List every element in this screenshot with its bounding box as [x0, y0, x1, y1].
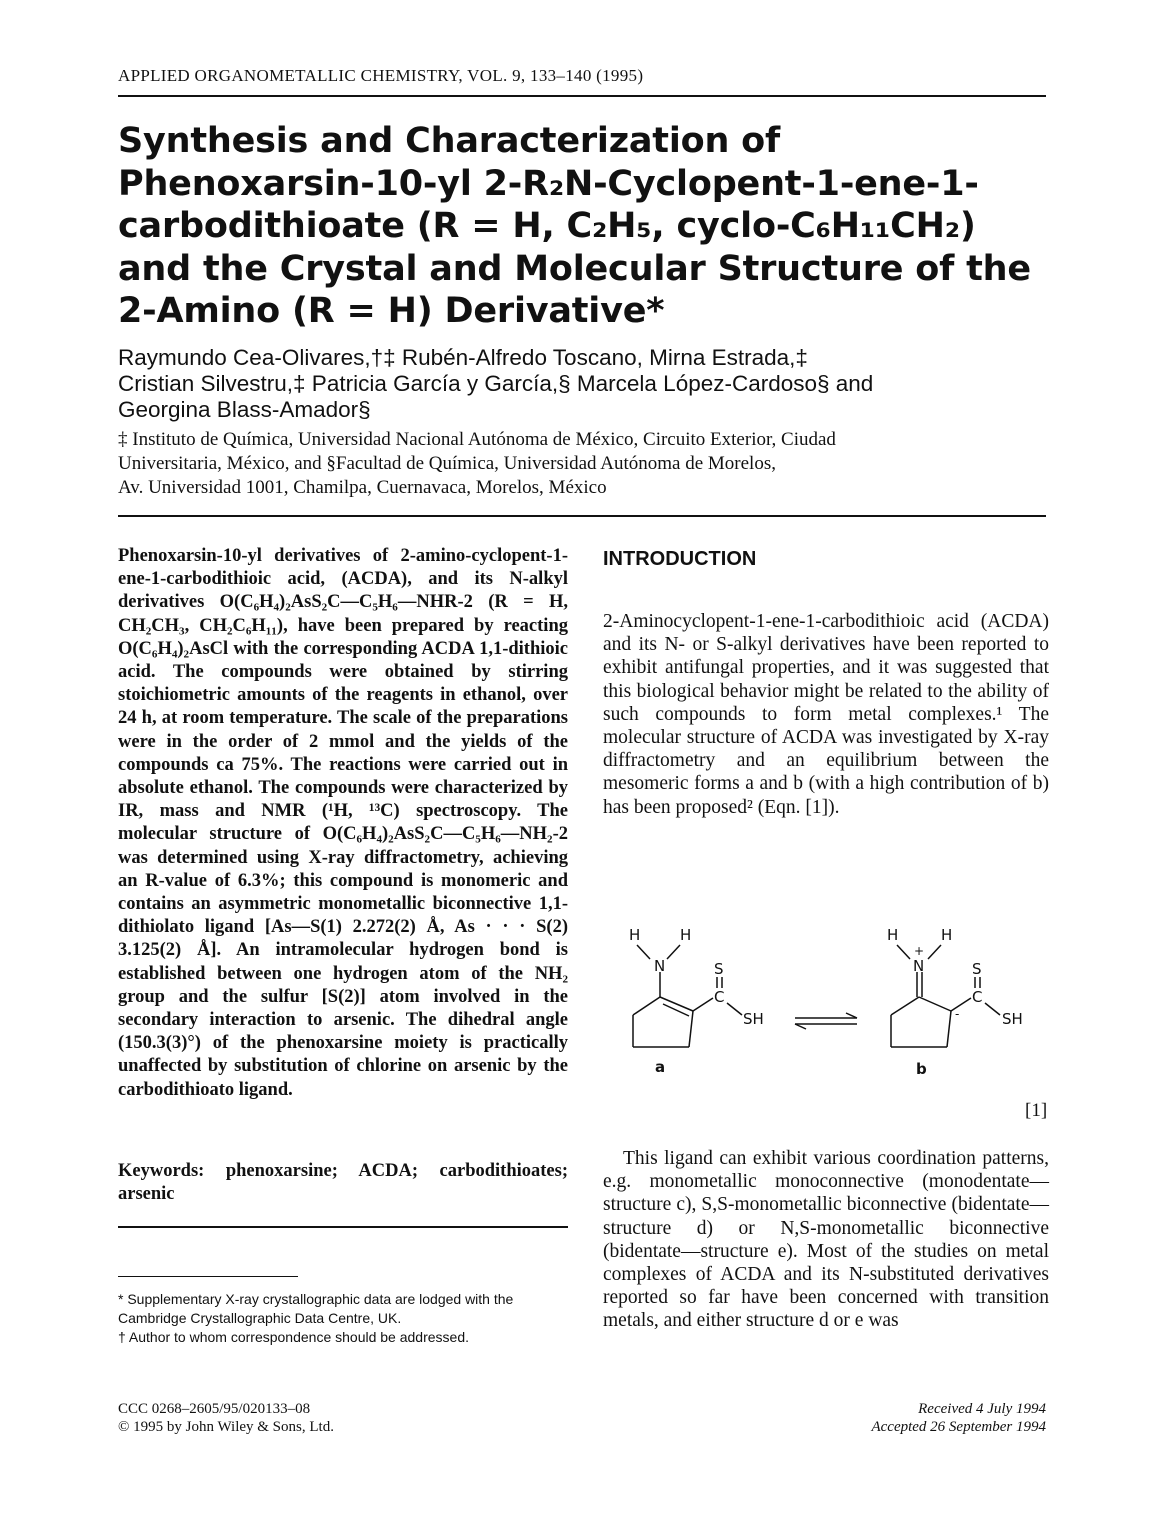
c-sh-bond-a [727, 1003, 742, 1015]
abstract: Phenoxarsin-10-yl derivatives of 2-amino-cyclopent-1-ene-1-carbodithioic acid, (ACDA), and its N-alkyl derivatives O(C₆H₄)₂AsS₂C—C₅H₆—NHR-2 (R = H, CH₂CH₃, CH₂C₆H₁₁), have been prepared by reacting O(C₆H₄)₂AsCl with the corresponding ACDA 1,1-dithioic acid. The compounds were obtained by stirring stoichiometric amounts of the reagents in ethanol, over 24 h, at room temperature. The scale of the preparations were in the order of 2 mmol and the yields of the compounds ca 75%. The reactions were carried out in absolute ethanol. The compounds were characterized by IR, mass and NMR (¹H, ¹³C) spectroscopy. The molecular structure of O(C₆H₄)₂AsS₂C—C₅H₆—NH₂-2 was determined using X-ray diffractometry, achieving an R-value of 6.3%; this compound is monomeric and contains an asymmetric monometallic biconnective 1,1-dithiolato ligand [As—S(1) 2.272(2) Å, As · · · S(2) 3.125(2) Å]. An intramolecular hydrogen bond is established between one hydrogen atom of the NH₂ group and the sulfur [S(2)] atom involved in the secondary interaction to arsenic. The dihedral angle (150.3(3)°) of the phenoxarsine moiety is practically unaffected by substitution of chlorine on arsenic by the carbodithioato ligand. [118, 546, 568, 1100]
author-line-1: Raymundo Cea-Olivares,†‡ Rubén-Alfredo Toscano, Mirna Estrada,‡ [118, 345, 808, 370]
atom-h-2-a: H [680, 926, 692, 944]
atom-h-2-b: H [941, 926, 953, 944]
ring-double-bond-inner-a [663, 1004, 689, 1016]
c-cs2-bond-b [951, 998, 971, 1011]
ring-bond-4-b [947, 1011, 951, 1047]
c-sh-bond-b [985, 1003, 1000, 1015]
label-b: b [916, 1060, 927, 1078]
abstract-rule [118, 1226, 568, 1228]
accepted-date: Accepted 26 September 1994 [871, 1419, 1046, 1435]
copyright-line: © 1995 by John Wiley & Sons, Ltd. [118, 1419, 334, 1435]
affiliation-line-2: Universitaria, México, and §Facultad de Química, Universidad Autónoma de Morelos, [118, 453, 776, 474]
journal-header: APPLIED ORGANOMETALLIC CHEMISTRY, VOL. 9, 133–140 (1995) [118, 66, 644, 85]
equilibrium-scheme [603, 915, 1049, 1125]
equilibrium-arrow [795, 1013, 857, 1029]
atom-n-b: N [913, 957, 925, 975]
nh-bond-right-a [667, 945, 680, 959]
received-dates [780, 1400, 1046, 1436]
structure-b [891, 945, 1000, 1047]
footnote-correspondence: † Author to whom correspondence should be addressed. [118, 1329, 470, 1345]
ring-double-bond-a [660, 997, 693, 1011]
author-line-3: Georgina Blass-Amador§ [118, 397, 371, 422]
affiliations [118, 428, 1058, 500]
section-heading-introduction: INTRODUCTION [603, 548, 757, 570]
paper-title [118, 120, 1058, 333]
equation-number: [1] [1025, 1100, 1048, 1121]
nh-bond-right-b [928, 945, 941, 959]
nh-bond-left-a [637, 945, 650, 959]
nh-bond-left-b [897, 945, 910, 959]
ring-bond-5-b [919, 997, 951, 1011]
affiliation-line-3: Av. Universidad 1001, Chamilpa, Cuernavaca, Morelos, México [118, 477, 607, 498]
atom-s-a: S [714, 960, 724, 978]
author-line-2: Cristian Silvestru,‡ Patricia García y García,§ Marcela López-Cardoso§ and [118, 371, 874, 396]
plus-charge-b: + [914, 944, 925, 958]
affiliation-line-1: ‡ Instituto de Química, Universidad Nacional Autónoma de México, Circuito Exterior, Ciudad [118, 429, 836, 450]
ccc-code: CCC 0268–2605/95/020133–08 [118, 1401, 311, 1417]
introduction-paragraph-2: This ligand can exhibit various coordination patterns, e.g. monometallic monoconnective (monodentate—structure c), S,S-monometallic biconnective (bidentate—structure d) or N,S-monometallic biconnective (bidentate—structure e). Most of the studies on metal complexes of ACDA and its N-substituted derivatives reported so far have been concerned with transition metals, and either structure d or e was [603, 1148, 1049, 1332]
group-sh-a: SH [743, 1010, 764, 1028]
header-rule [118, 95, 1046, 97]
atom-h-1-b: H [887, 926, 899, 944]
author-list [118, 345, 1058, 423]
title-line-4: and the Crystal and Molecular Structure of the [118, 248, 1031, 289]
c-cs2-bond-a [693, 998, 713, 1011]
atom-h-1-a: H [629, 926, 641, 944]
label-a: a [655, 1058, 666, 1076]
ring-bond-1-a [633, 997, 660, 1015]
atom-s-b: S [972, 960, 982, 978]
received-date: Received 4 July 1994 [918, 1401, 1046, 1417]
scheme-drawing [603, 915, 1049, 1125]
ring-bond-1-b [891, 997, 919, 1015]
footnote-rule [118, 1276, 298, 1277]
title-line-3: carbodithioate (R = H, C₂H₅, cyclo-C₆H₁₁CH₂) [118, 206, 976, 246]
group-sh-b: SH [1002, 1010, 1023, 1028]
title-block-rule [118, 515, 1046, 517]
ring-bond-4-a [689, 1011, 693, 1047]
atom-n-a: N [654, 957, 666, 975]
footnotes [118, 1290, 573, 1347]
title-line-2: Phenoxarsin-10-yl 2-R₂N-Cyclopent-1-ene-1- [118, 163, 979, 204]
copyright-block [118, 1400, 518, 1436]
title-line-5: 2-Amino (R = H) Derivative* [118, 291, 665, 331]
footnote-supplementary: * Supplementary X-ray crystallographic data are lodged with the Cambridge Crystallographic Data Centre, UK. [118, 1291, 514, 1326]
minus-charge-b: - [955, 1007, 960, 1021]
structure-a [633, 945, 742, 1047]
atom-c-b: C [972, 988, 983, 1006]
title-line-1: Synthesis and Characterization of [118, 121, 781, 161]
keywords: Keywords: phenoxarsine; ACDA; carbodithioates; arsenic [118, 1161, 568, 1205]
atom-c-a: C [714, 988, 725, 1006]
introduction-paragraph-1: 2-Aminocyclopent-1-ene-1-carbodithioic acid (ACDA) and its N- or S-alkyl derivatives have been reported to exhibit antifungal properties, and it was suggested that this biological behavior might be related to the ability of such compounds to form metal complexes.¹ The molecular structure of ACDA was investigated by X-ray diffractometry and an equilibrium between the mesomeric forms a and b (with a high contribution of b) has been proposed² (Eqn. [1]). [603, 611, 1049, 818]
